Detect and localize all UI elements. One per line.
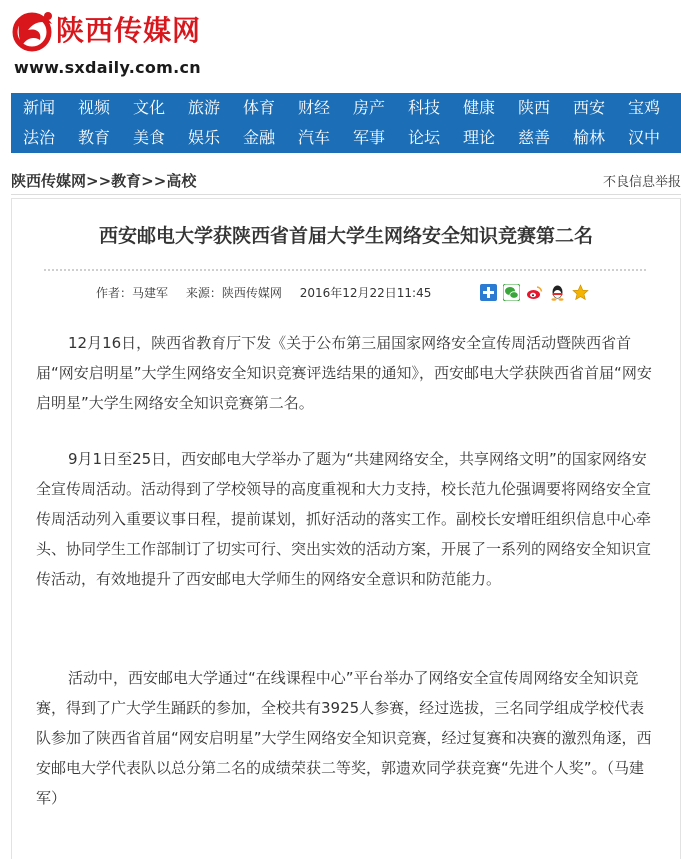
article-paragraph: 活动中，西安邮电大学通过“在线课程中心”平台举办了网络安全宣传周网络安全知识竞赛，得到了广大学生踊跃的参加，全校共有3925人参赛，经过选拔，三名同学组成学校代表队参加了陕西省首届“网安启明星”大学生网络安全知识竞赛，经过复赛和决赛的激烈角逐，西安邮电大学代表队以总分第二名的成绩荣获二等奖，郭遗欢同学获竞赛“先进个人奖”。（马建军） <box>36 669 652 807</box>
nav-item[interactable]: 视频 <box>77 98 110 117</box>
breadcrumb-education[interactable]: 教育 <box>111 172 142 190</box>
nav-item[interactable]: 房产 <box>352 98 385 117</box>
breadcrumb-separator: >> <box>86 172 112 190</box>
nav-item[interactable]: 金融 <box>242 128 275 147</box>
nav-item[interactable]: 论坛 <box>407 128 440 147</box>
breadcrumb-home[interactable]: 陕西传媒网 <box>11 172 87 190</box>
title-divider <box>44 269 646 271</box>
nav-item[interactable]: 汽车 <box>297 128 330 147</box>
nav-item[interactable]: 慈善 <box>517 128 550 147</box>
nav-item[interactable]: 娱乐 <box>187 128 220 147</box>
logo-emblem-icon <box>12 8 56 54</box>
site-url: www.sxdaily.com.cn <box>14 58 202 77</box>
nav-item[interactable]: 汉中 <box>627 128 660 147</box>
main-nav <box>11 93 681 153</box>
nav-item[interactable]: 文化 <box>132 98 165 117</box>
nav-item[interactable]: 旅游 <box>187 98 220 117</box>
breadcrumb-separator: >> <box>141 172 167 190</box>
report-bad-info-link[interactable]: 不良信息举报 <box>602 175 681 190</box>
article-container <box>11 198 681 859</box>
wechat-icon[interactable] <box>503 284 520 301</box>
nav-item[interactable]: 新闻 <box>22 98 55 117</box>
nav-item[interactable]: 体育 <box>242 98 275 117</box>
nav-item[interactable]: 军事 <box>352 128 385 147</box>
nav-item[interactable]: 理论 <box>462 128 495 147</box>
article-date: 2016年12月22日11:45 <box>299 286 432 300</box>
nav-item[interactable]: 陕西 <box>517 98 550 117</box>
nav-row-1 <box>11 93 681 123</box>
nav-item[interactable]: 西安 <box>572 98 605 117</box>
breadcrumb-bar <box>11 166 681 195</box>
breadcrumb <box>11 170 196 191</box>
nav-row-2 <box>11 123 681 153</box>
weibo-icon[interactable] <box>526 284 543 301</box>
article-author: 作者：马建军 <box>96 286 169 300</box>
qq-icon[interactable] <box>549 284 566 301</box>
nav-item[interactable]: 宝鸡 <box>627 98 660 117</box>
article-meta <box>96 284 445 301</box>
nav-item[interactable]: 榆林 <box>572 128 605 147</box>
nav-item[interactable]: 科技 <box>407 98 440 117</box>
nav-item[interactable]: 教育 <box>77 128 110 147</box>
nav-item[interactable]: 财经 <box>297 98 330 117</box>
article-source: 来源：陕西传媒网 <box>185 286 282 300</box>
breadcrumb-universities[interactable]: 高校 <box>166 172 197 190</box>
nav-item[interactable]: 美食 <box>132 128 165 147</box>
plus-share-icon[interactable] <box>480 284 497 301</box>
nav-item[interactable]: 健康 <box>462 98 495 117</box>
site-logo[interactable] <box>12 8 212 80</box>
star-favorite-icon[interactable] <box>572 284 589 301</box>
nav-item[interactable]: 法治 <box>22 128 55 147</box>
article-paragraph: 12月16日，陕西省教育厅下发《关于公布第三届国家网络安全宣传周活动暨陕西省首届“网安启明星”大学生网络安全知识竞赛评选结果的通知》，西安邮电大学获陕西省首届“网安启明星”大学生网络安全知识竞赛第二名。 <box>36 334 652 412</box>
logo-text: 陕西传媒网 <box>56 14 202 47</box>
article-paragraph: 9月1日至25日，西安邮电大学举办了题为“共建网络安全，共享网络文明”的国家网络安全宣传周活动。活动得到了学校领导的高度重视和大力支持，校长范九伦强调要将网络安全宣传周活动列入重要议事日程，提前谋划，抓好活动的落实工作。副校长安增旺组织信息中心牵头、协同学生工作部制订了切实可行、突出实效的活动方案，开展了一系列的网络安全知识宣传活动，有效地提升了西安邮电大学师生的网络安全意识和防范能力。 <box>36 450 652 588</box>
article-title: 西安邮电大学获陕西省首届大学生网络安全知识竞赛第二名 <box>98 225 593 247</box>
